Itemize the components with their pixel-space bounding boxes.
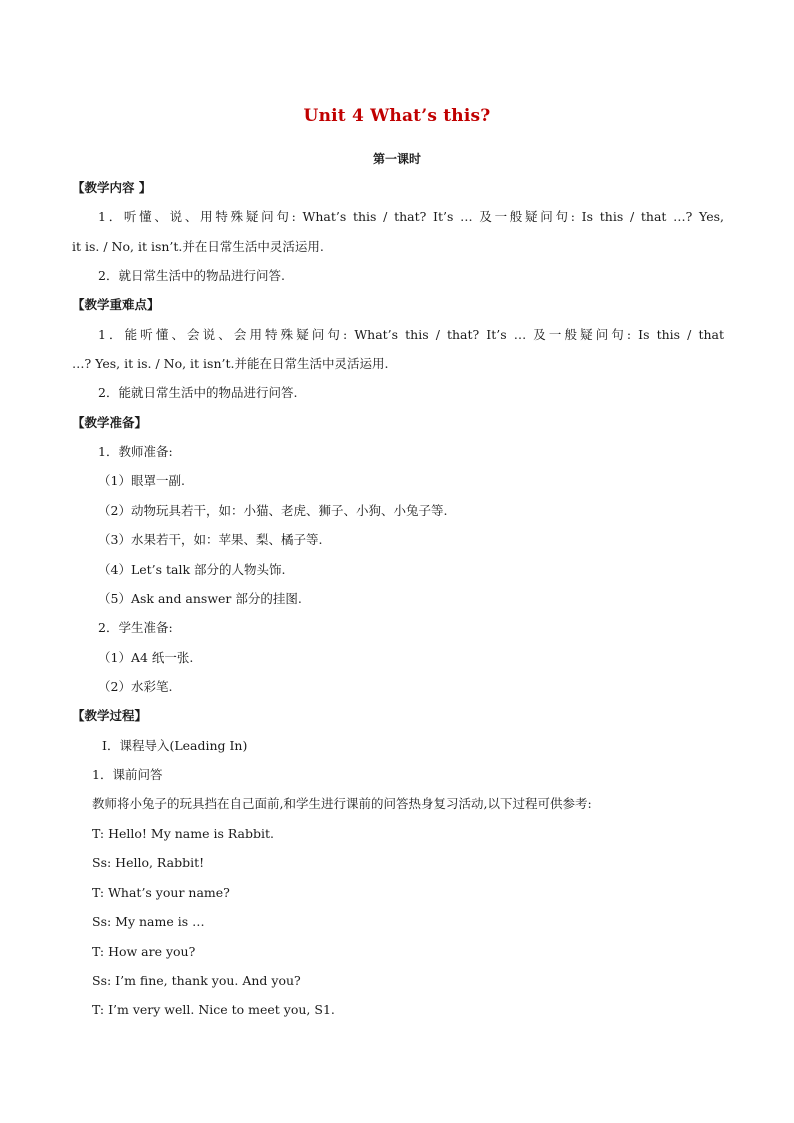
key-heading: 【教学重难点】: [72, 297, 160, 312]
prep-item-2-2: （2）水彩笔.: [98, 679, 173, 694]
prep-item-1: 1．教师准备:: [98, 444, 173, 459]
prep-item-1-1: （1）眼罩一副.: [98, 473, 185, 488]
dialog-line: Ss: My name is …: [92, 914, 205, 929]
dialog-line: T: How are you?: [92, 944, 196, 959]
content-item-1a: 1．听懂、说、用特殊疑问句: What’s this / that? It’s … 及一般疑问句: Is this / that …? Yes,: [98, 209, 724, 224]
process-step-I: Ⅰ．课程导入(Leading In): [102, 738, 248, 753]
prep-item-1-5: （5）Ask and answer 部分的挂图.: [98, 591, 302, 606]
prep-item-2-1: （1）A4 纸一张.: [98, 650, 194, 665]
key-item-1a: 1．能听懂、会说、会用特殊疑问句: What’s this / that? It’s … 及一般疑问句: Is this / that: [98, 327, 724, 342]
prep-item-1-4: （4）Let’s talk 部分的人物头饰.: [98, 562, 286, 577]
dialog-line: T: Hello! My name is Rabbit.: [92, 826, 274, 841]
process-heading: 【教学过程】: [72, 708, 148, 723]
prep-heading: 【教学准备】: [72, 415, 148, 430]
prep-item-1-2: （2）动物玩具若干，如：小猫、老虎、狮子、小狗、小兔子等.: [98, 503, 448, 518]
content-item-2: 2．就日常生活中的物品进行问答.: [98, 268, 285, 283]
prep-item-2: 2．学生准备:: [98, 620, 173, 635]
process-description: 教师将小兔子的玩具挡在自己面前,和学生进行课前的问答热身复习活动,以下过程可供参考:: [92, 796, 592, 811]
process-step-1: 1．课前问答: [92, 767, 163, 782]
dialog-line: Ss: I’m fine, thank you. And you?: [92, 973, 301, 988]
key-item-2: 2．能就日常生活中的物品进行问答.: [98, 385, 298, 400]
key-item-1b: …? Yes, it is. / No, it isn’t.并能在日常生活中灵活运用.: [72, 356, 389, 371]
dialog-line: Ss: Hello, Rabbit!: [92, 855, 205, 870]
content-heading: 【教学内容 】: [72, 180, 152, 195]
dialog-line: T: I’m very well. Nice to meet you, S1.: [92, 1002, 335, 1017]
dialog-line: T: What’s your name?: [92, 885, 230, 900]
content-item-1b: it is. / No, it isn’t.并在日常生活中灵活运用.: [72, 239, 324, 254]
page-title: Unit 4 What’s this?: [303, 106, 491, 126]
lesson-subtitle: 第一课时: [372, 152, 421, 166]
prep-item-1-3: （3）水果若干，如：苹果、梨、橘子等.: [98, 532, 323, 547]
